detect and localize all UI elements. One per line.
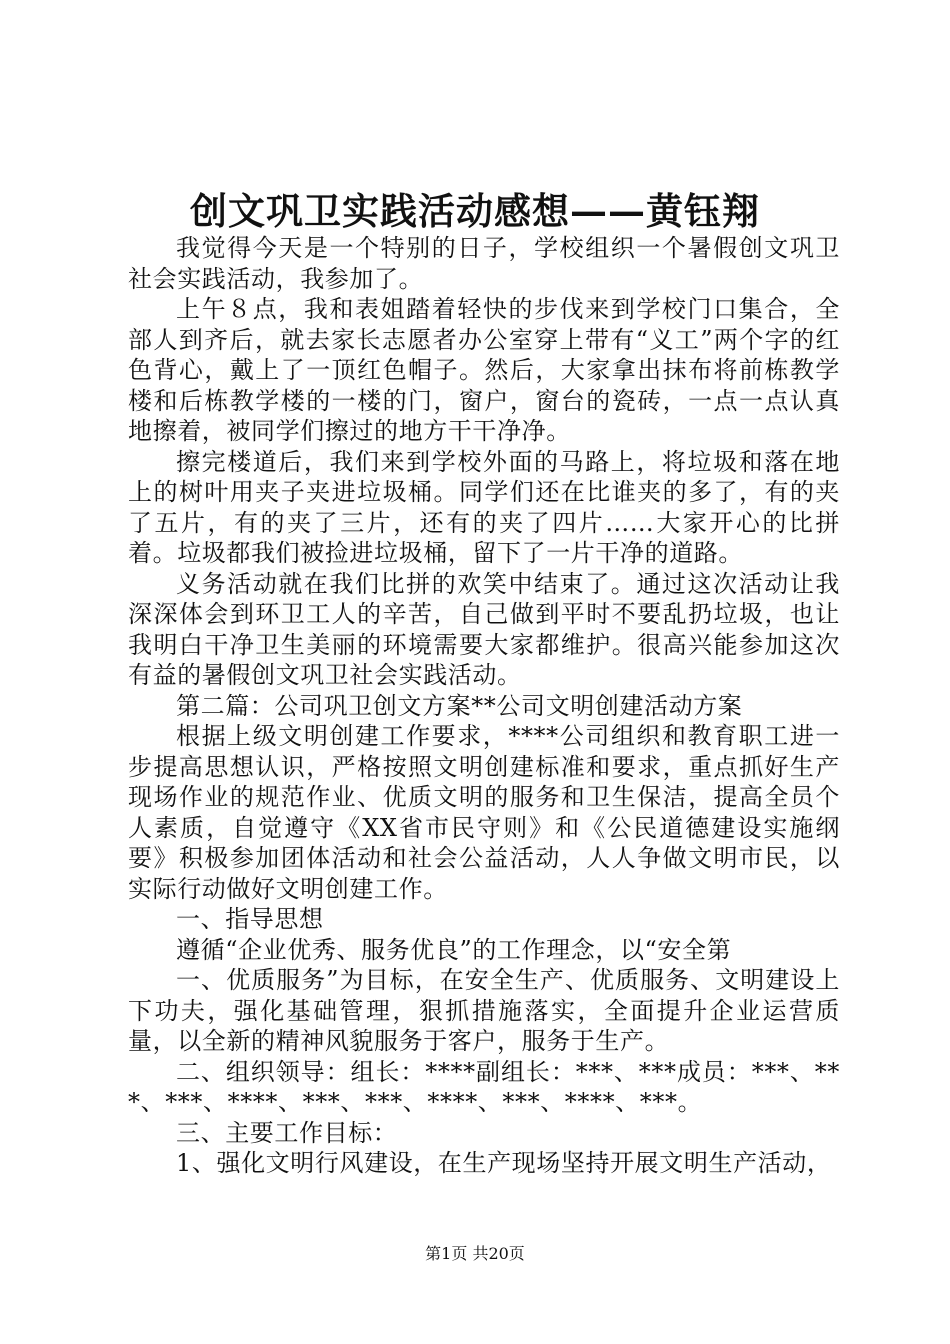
paragraph: 擦完楼道后，我们来到学校外面的马路上，将垃圾和落在地上的树叶用夹子夹进垃圾桶。同学们还在比谁夹的多了，有的夹了五片，有的夹了三片，还有的夹了四片……大家开心的比拼着。垃圾都我们被捡进垃圾桶，留下了一片干净的道路。 (128, 447, 840, 567)
paragraph: 上午８点，我和表姐踏着轻快的步伐来到学校门口集合，全部人到齐后，就去家长志愿者办公室穿上带有“义工”两个字的红色背心，戴上了一顶红色帽子。然后，大家拿出抹布将前栋教学楼和后栋教学楼的一楼的门，窗户，窗台的瓷砖，一点一点认真地擦着，被同学们擦过的地方干干净净。 (128, 295, 840, 445)
paragraph: 我觉得今天是一个特别的日子，学校组织一个暑假创文巩卫社会实践活动，我参加了。 (128, 234, 840, 293)
document-body (128, 233, 840, 1179)
paragraph: 根据上级文明创建工作要求，****公司组织和教育职工进一步提高思想认识，严格按照文明创建标准和要求，重点抓好生产现场作业的规范作业、优质文明的服务和卫生保洁，提高全员个人素质，自觉遵守《XX省市民守则》和《公民道德建设实施纲要》积极参加团体活动和社会公益活动，人人争做文明市民，以实际行动做好文明创建工作。 (128, 722, 840, 903)
section-heading: 三、主要工作目标： (176, 1118, 398, 1147)
paragraph: 义务活动就在我们比拼的欢笑中结束了。通过这次活动让我深深体会到环卫工人的辛苦，自己做到平时不要乱扔垃圾，也让我明白干净卫生美丽的环境需要大家都维护。很高兴能参加这次有益的暑假创文巩卫社会实践活动。 (128, 569, 840, 689)
page-footer: 第1页 共20页 (425, 1244, 525, 1263)
document-title: 创文巩卫实践活动感想——黄钰翔 (190, 189, 760, 233)
paragraph: 二、组织领导：组长：****副组长：***、***成员：***、***、***、****、***、***、****、***、****、***。 (128, 1057, 840, 1116)
paragraph: 一、优质服务”为目标，在安全生产、优质服务、文明建设上下功夫，强化基础管理，狠抓措施落实，全面提升企业运营质量，以全新的精神风貌服务于客户，服务于生产。 (128, 966, 840, 1055)
section-heading: 一、指导思想 (176, 905, 324, 933)
section-heading: 第二篇：公司巩卫创文方案**公司文明创建活动方案 (176, 691, 743, 720)
paragraph: 遵循“企业优秀、服务优良”的工作理念，以“安全第 (176, 935, 732, 964)
paragraph: 1、强化文明行风建设，在生产现场坚持开展文明生产活动， (176, 1149, 832, 1177)
